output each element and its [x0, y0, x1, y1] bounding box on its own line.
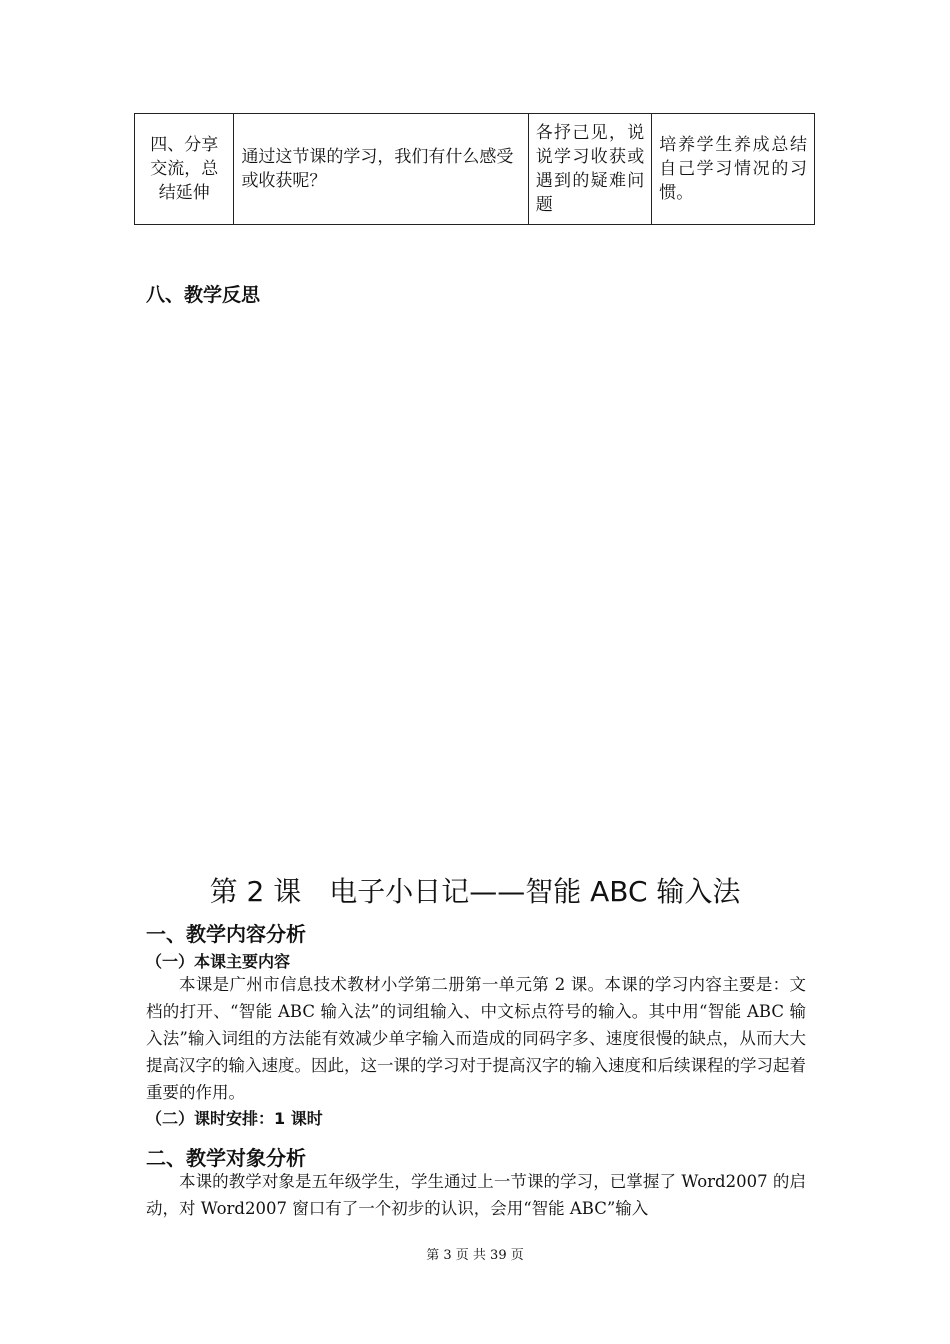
- design-intent-cell: 培养学生养成总结自己学习情况的习惯。: [652, 114, 815, 225]
- teacher-activity-cell: 通过这节课的学习，我们有什么感受或收获呢？: [234, 114, 528, 225]
- subheading-class-hours: （二）课时安排：1 课时: [146, 1109, 323, 1128]
- paragraph-student-analysis: 本课的教学对象是五年级学生，学生通过上一节课的学习，已掌握了 Word2007 的启动，对 Word2007 窗口有了一个初步的认识，会用“智能 ABC”输入: [146, 1172, 806, 1218]
- section-heading-content-analysis: 一、教学内容分析: [146, 922, 306, 946]
- reflection-heading: 八、教学反思: [146, 284, 261, 306]
- lesson-plan-table: [134, 113, 815, 225]
- table-row: [135, 114, 815, 225]
- section-heading-student-analysis: 二、教学对象分析: [146, 1146, 306, 1170]
- lesson-title: 第 2 课 电子小日记——智能 ABC 输入法: [209, 875, 741, 908]
- stage-cell: 四、分享交流，总结延伸: [135, 114, 234, 225]
- page-footer: 第 3 页 共 39 页: [426, 1248, 524, 1263]
- subheading-main-content: （一）本课主要内容: [146, 952, 291, 971]
- student-activity-cell: 各抒己见，说说学习收获或遇到的疑难问题: [528, 114, 652, 225]
- paragraph-main-content: 本课是广州市信息技术教材小学第二册第一单元第 2 课。本课的学习内容主要是：文档的打开、“智能 ABC 输入法”的词组输入、中文标点符号的输入。其中用“智能 ABC 输入法”输入词组的方法能有效减少单字输入而造成的同码字多、速度很慢的缺点，从而大大提高汉字的输入速度。因此，这一课的学习对于提高汉字的输入速度和后续课程的学习起着重要的作用。: [146, 975, 806, 1102]
